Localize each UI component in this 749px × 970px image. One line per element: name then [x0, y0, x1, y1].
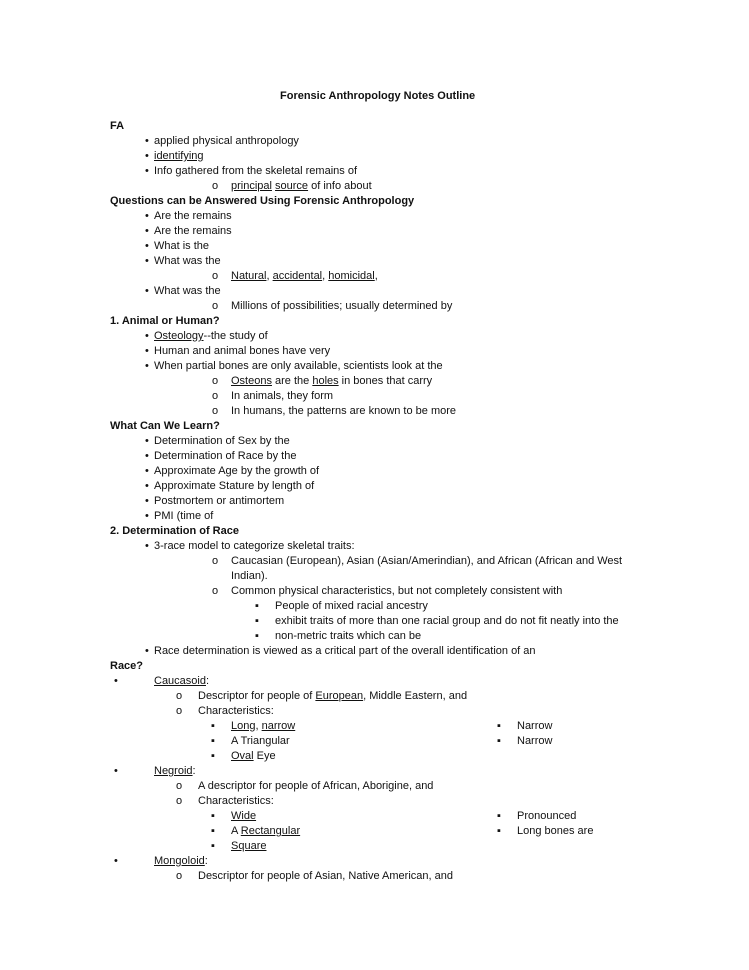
bullet-marker: • — [145, 465, 149, 477]
bullet-marker: • — [114, 765, 118, 777]
section-heading-learn: What Can We Learn? — [110, 420, 220, 432]
list-item: 3-race model to categorize skeletal traits: — [154, 540, 355, 552]
right-column-item: Pronounced — [517, 810, 577, 822]
third-level-item: exhibit traits of more than one racial group and do not fit neatly into the — [275, 615, 619, 627]
square-marker: ▪ — [211, 720, 215, 732]
sub-item: Common physical characteristics, but not completely consistent with — [231, 585, 563, 597]
third-level-item: Wide — [231, 810, 257, 822]
square-marker: ▪ — [211, 735, 215, 747]
third-level-item: A Rectangular — [231, 825, 301, 837]
circle-marker: o — [212, 375, 219, 387]
circle-marker: o — [212, 405, 219, 417]
square-marker: ▪ — [211, 810, 215, 822]
section-heading-race: 2. Determination of Race — [110, 525, 239, 537]
square-marker: ▪ — [497, 720, 501, 732]
list-item: Approximate Age by the growth of — [154, 465, 320, 477]
list-item: What is the — [154, 240, 210, 252]
circle-marker: o — [176, 870, 183, 882]
third-level-item: Square — [231, 840, 267, 852]
sub-item: Characteristics: — [198, 705, 274, 717]
sub-item: Osteons are the holes in bones that carry — [231, 375, 433, 387]
list-item: Are the remains — [154, 210, 232, 222]
circle-marker: o — [212, 300, 219, 312]
square-marker: ▪ — [255, 630, 259, 642]
bullet-marker: • — [145, 135, 149, 147]
sub-item: Descriptor for people of Asian, Native American, and — [198, 870, 453, 882]
section-heading-animal: 1. Animal or Human? — [110, 315, 220, 327]
sub-item: In humans, the patterns are known to be more — [231, 405, 457, 417]
bullet-marker: • — [145, 435, 149, 447]
section-heading-questions: Questions can be Answered Using Forensic Anthropology — [110, 195, 415, 207]
bullet-marker: • — [114, 855, 118, 867]
circle-marker: o — [212, 390, 219, 402]
square-marker: ▪ — [211, 840, 215, 852]
circle-marker: o — [176, 795, 183, 807]
circle-marker: o — [176, 705, 183, 717]
third-level-item: A Triangular — [231, 735, 290, 747]
square-marker: ▪ — [497, 825, 501, 837]
sub-item: In animals, they form — [231, 390, 334, 402]
third-level-item: Oval Eye — [231, 750, 276, 762]
list-item: Approximate Stature by length of — [154, 480, 315, 492]
sub-item: Natural, accidental, homicidal, — [231, 270, 378, 282]
circle-marker: o — [212, 270, 219, 282]
circle-marker: o — [212, 585, 219, 597]
list-item: Human and animal bones have very — [154, 345, 331, 357]
bullet-marker: • — [145, 345, 149, 357]
bullet-marker: • — [145, 645, 149, 657]
bullet-marker: • — [145, 480, 149, 492]
bullet-marker: • — [145, 210, 149, 222]
list-item: applied physical anthropology — [154, 135, 299, 147]
list-item: Osteology--the study of — [154, 330, 268, 342]
bullet-marker: • — [145, 150, 149, 162]
section-heading-race-question: Race? — [110, 660, 144, 672]
list-item: identifying — [154, 150, 204, 162]
mongoloid-heading: Mongoloid: — [154, 855, 208, 867]
square-marker: ▪ — [211, 750, 215, 762]
list-item: Race determination is viewed as a critical part of the overall identification of an — [154, 645, 536, 657]
third-level-item: People of mixed racial ancestry — [275, 600, 428, 612]
bullet-marker: • — [145, 495, 149, 507]
list-item: When partial bones are only available, scientists look at the — [154, 360, 443, 372]
square-marker: ▪ — [497, 810, 501, 822]
right-column-item: Long bones are — [517, 825, 594, 837]
negroid-heading: Negroid: — [154, 765, 196, 777]
sub-item: principal source of info about — [231, 180, 372, 192]
circle-marker: o — [176, 780, 183, 792]
bullet-marker: • — [145, 240, 149, 252]
bullet-marker: • — [145, 255, 149, 267]
third-level-item: non-metric traits which can be — [275, 630, 422, 642]
bullet-marker: • — [145, 450, 149, 462]
bullet-marker: • — [145, 360, 149, 372]
list-item: Info gathered from the skeletal remains of — [154, 165, 357, 177]
sub-item: Caucasian (European), Asian (Asian/Amerindian), and African (African and West — [231, 555, 623, 567]
list-item: Postmortem or antimortem — [154, 495, 285, 507]
section-heading-fa: FA — [110, 120, 125, 132]
right-column-item: Narrow — [517, 720, 553, 732]
list-item: Are the remains — [154, 225, 232, 237]
bullet-marker: • — [145, 540, 149, 552]
bullet-marker: • — [145, 285, 149, 297]
list-item: What was the — [154, 255, 221, 267]
sub-item: A descriptor for people of African, Aborigine, and — [198, 780, 434, 792]
bullet-marker: • — [145, 225, 149, 237]
list-item: What was the — [154, 285, 221, 297]
list-item: Determination of Sex by the — [154, 435, 290, 447]
bullet-marker: • — [145, 165, 149, 177]
square-marker: ▪ — [497, 735, 501, 747]
sub-item-continued: Indian). — [231, 570, 268, 582]
list-item: Determination of Race by the — [154, 450, 297, 462]
bullet-marker: • — [114, 675, 118, 687]
circle-marker: o — [212, 555, 219, 567]
bullet-marker: • — [145, 330, 149, 342]
third-level-item: Long, narrow — [231, 720, 296, 732]
sub-item: Characteristics: — [198, 795, 274, 807]
square-marker: ▪ — [255, 615, 259, 627]
circle-marker: o — [212, 180, 219, 192]
page-title: Forensic Anthropology Notes Outline — [280, 90, 476, 102]
right-column-item: Narrow — [517, 735, 553, 747]
sub-item: Millions of possibilities; usually determined by — [231, 300, 453, 312]
caucasoid-heading: Caucasoid: — [154, 675, 210, 687]
bullet-marker: • — [145, 510, 149, 522]
list-item: PMI (time of — [154, 510, 214, 522]
square-marker: ▪ — [211, 825, 215, 837]
circle-marker: o — [176, 690, 183, 702]
square-marker: ▪ — [255, 600, 259, 612]
sub-item: Descriptor for people of European, Middle Eastern, and — [198, 690, 468, 702]
